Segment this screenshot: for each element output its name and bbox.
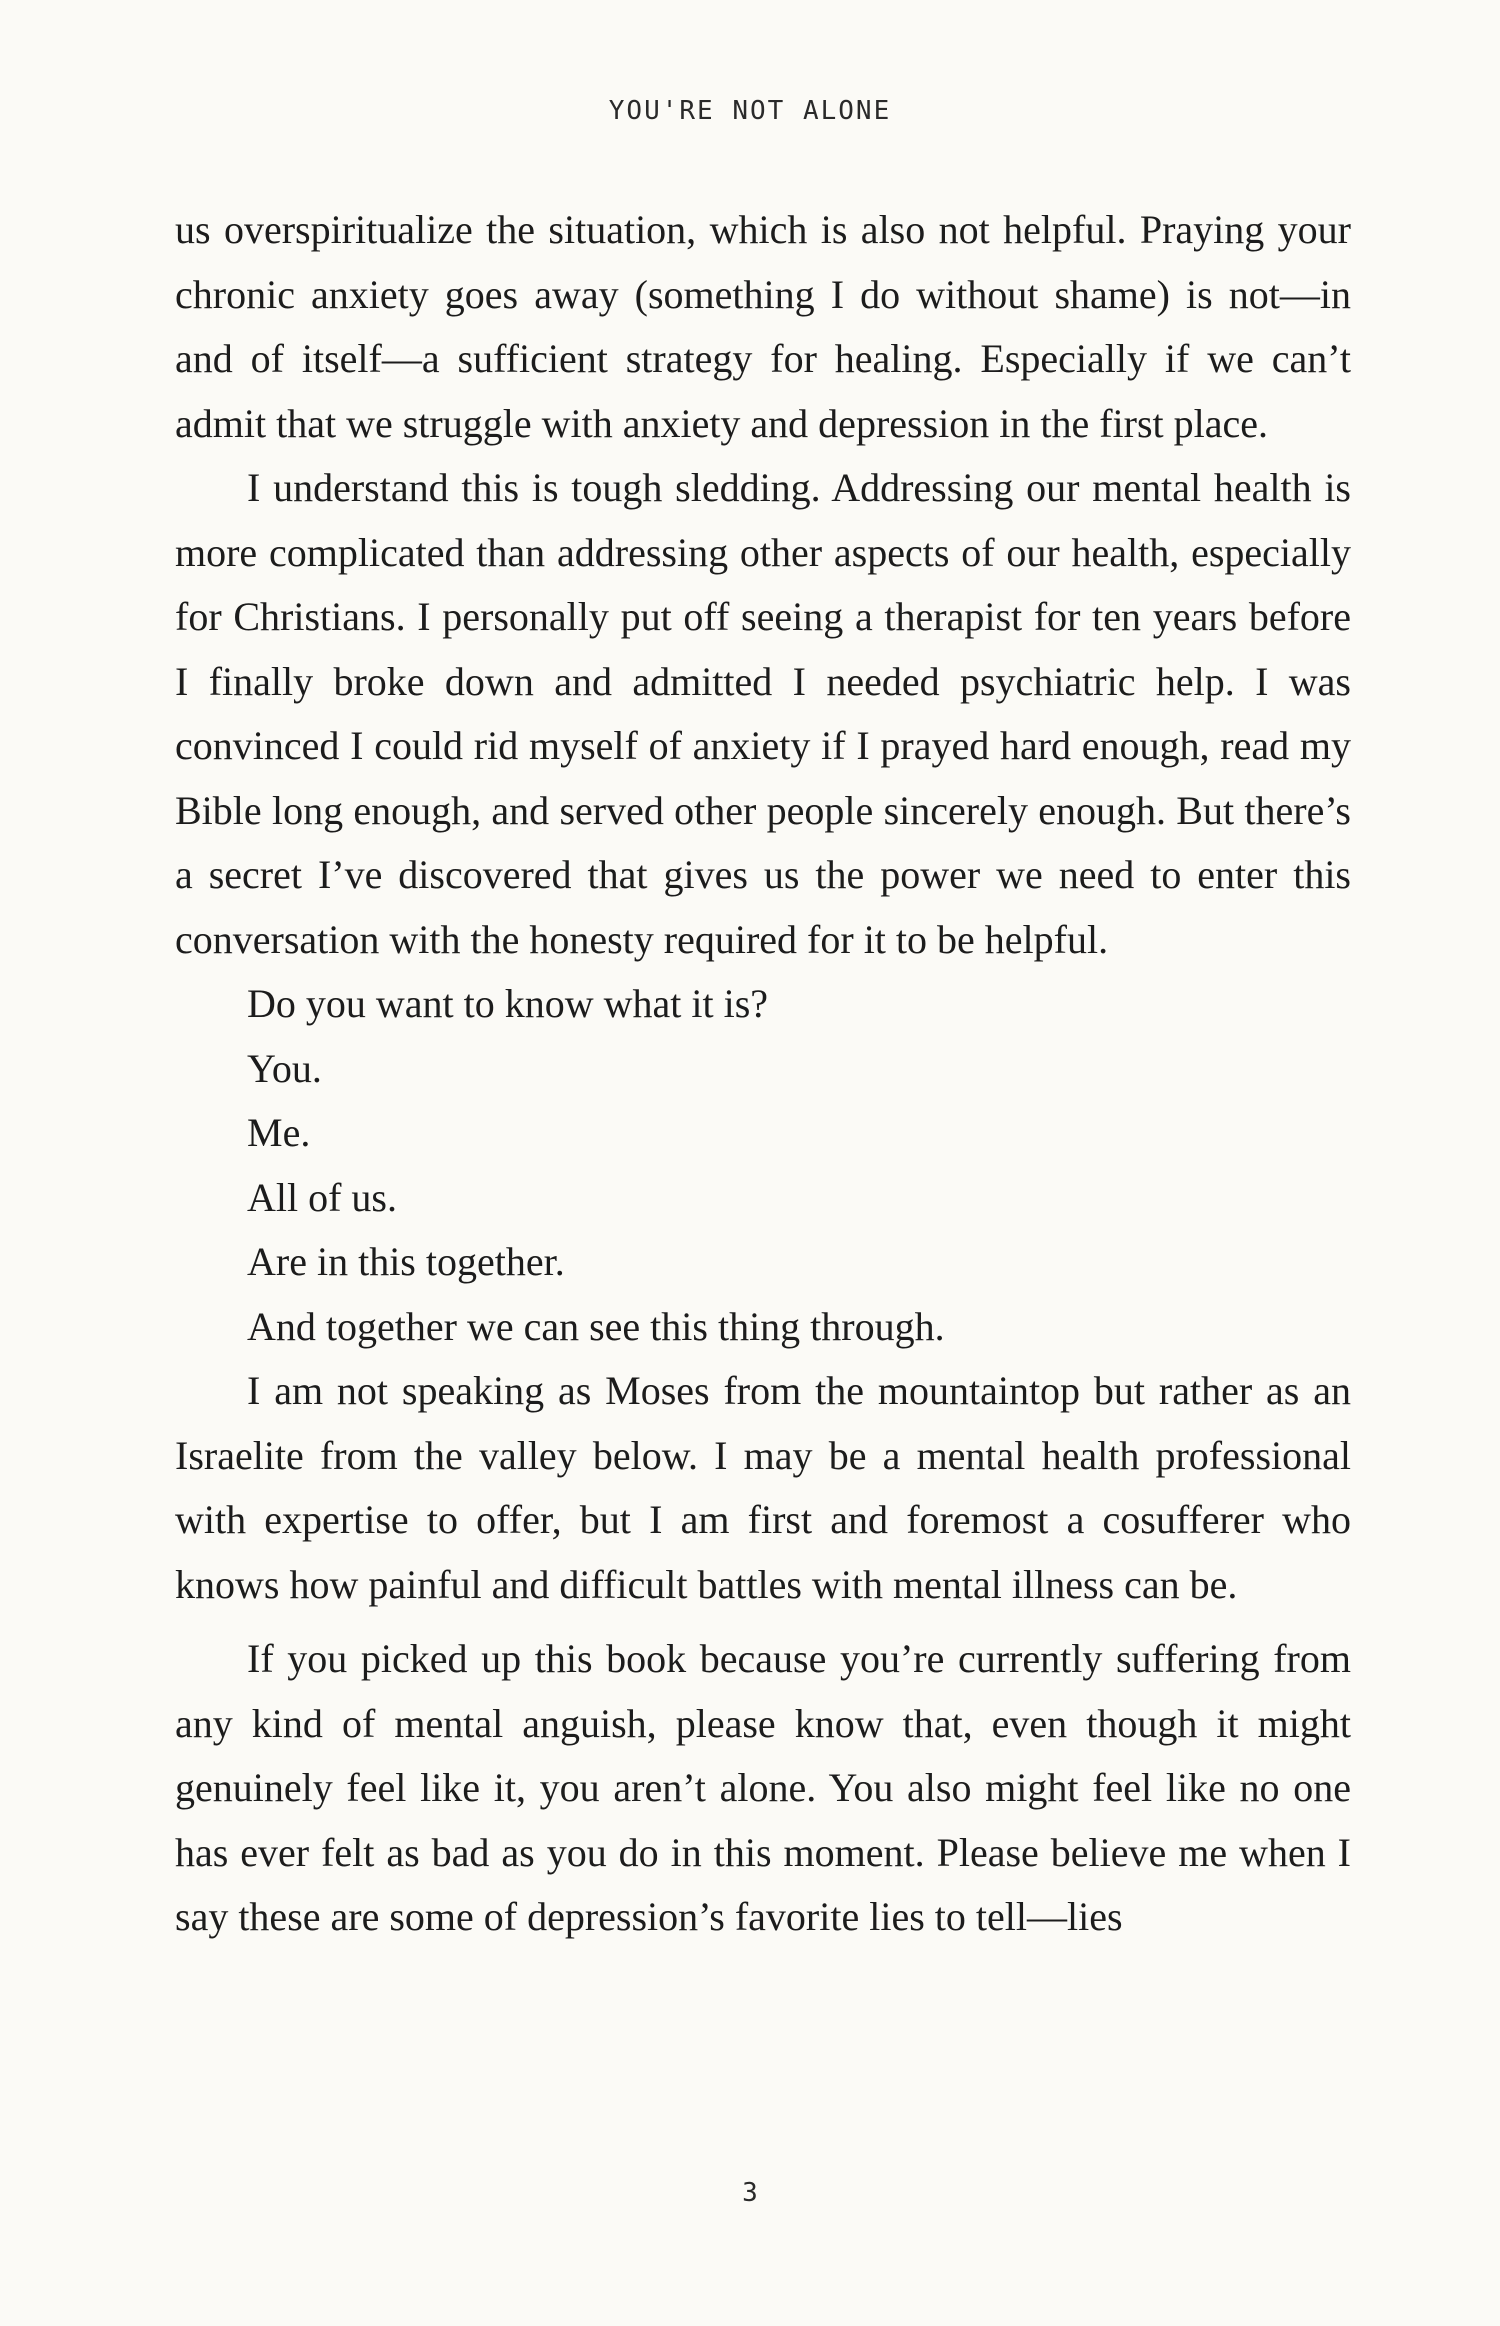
paragraph-8: And together we can see this thing through. <box>247 1303 945 1349</box>
paragraph-5: Me. <box>247 1110 311 1155</box>
page-number: 3 <box>742 2178 758 2208</box>
paragraph-1: us overspiritualize the situation, which is also not helpful. Praying your chronic anxiety goes away (something I do without shame) is not—in and of itself—a sufficient strategy for healing. Especially if we can’t admit that we struggle with anxiety and depression in the first place. <box>175 207 1351 446</box>
paragraph-6: All of us. <box>247 1174 397 1220</box>
paragraph-4: You. <box>247 1045 322 1091</box>
paragraph-2: I understand this is tough sledding. Addressing our mental health is more complicated than addressing other aspects of our health, especially for Christians. I personally put off seeing a therapist for ten years before I finally broke down and admitted I needed psychiatric help. I was convinced I could rid myself of anxiety if I prayed hard enough, read my Bible long enough, and served other people sincerely enough. But there’s a secret I’ve discovered that gives us the power we need to enter this conversation with the honesty required for it to be helpful. <box>175 465 1351 962</box>
paragraph-3: Do you want to know what it is? <box>247 981 769 1026</box>
body-text <box>175 198 1351 1950</box>
paragraph-10: If you picked up this book because you’re currently suffering from any kind of mental anguish, please know that, even though it might genuinely feel like it, you aren’t alone. You also might feel like no one has ever felt as bad as you do in this moment. Please believe me when I say these are some of depression’s favorite lies to tell—lies <box>175 1636 1351 1939</box>
paragraph-7: Are in this together. <box>247 1239 565 1284</box>
running-head: YOU'RE NOT ALONE <box>608 96 892 126</box>
paragraph-9: I am not speaking as Moses from the mountaintop but rather as an Israelite from the valley below. I may be a mental health professional with expertise to offer, but I am first and foremost a cosufferer who knows how painful and difficult battles with mental illness can be. <box>175 1368 1351 1607</box>
